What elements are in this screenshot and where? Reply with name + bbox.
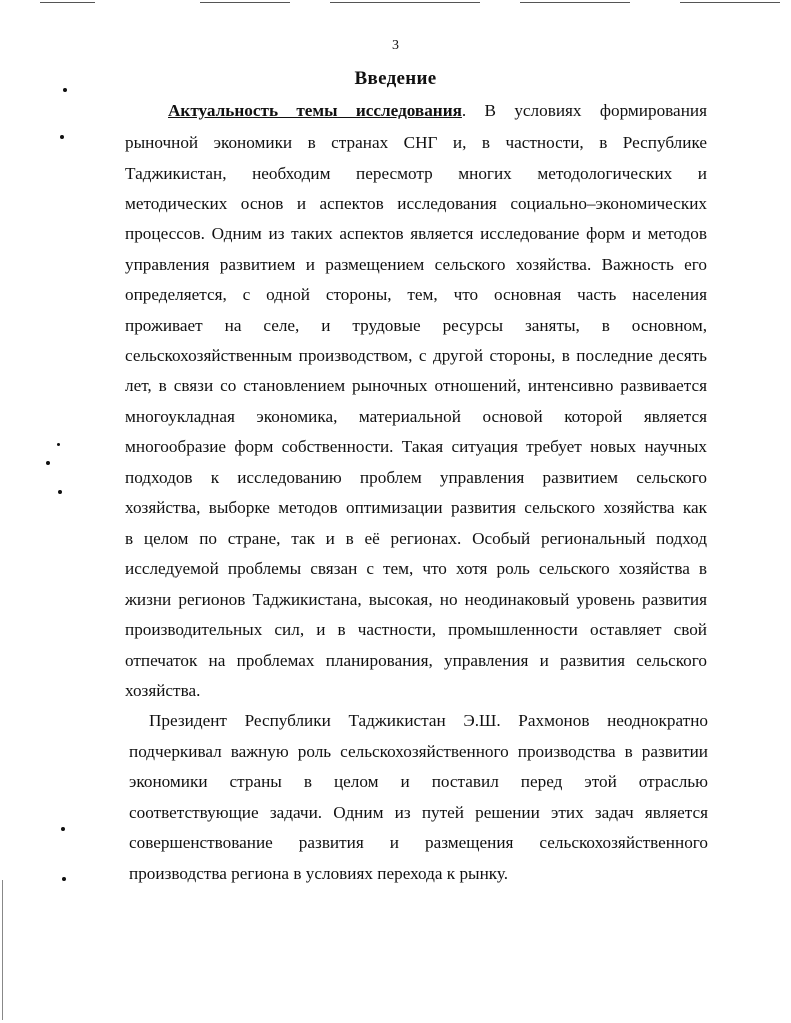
paragraph-line: определяется, с одной стороны, тем, что основная часть населения [125,285,707,304]
page-title: Введение [354,68,437,89]
margin-dot [57,443,60,446]
paragraph-line: подчеркивал важную роль сельскохозяйственного производства в развитии [129,742,708,761]
paragraph-line: производства региона в условиях перехода к рынку. [129,864,509,883]
paragraph-line: лет, в связи со становлением рыночных отношений, интенсивно развивается [125,376,707,395]
paragraph-line: многообразие форм собственности. Такая ситуация требует новых научных [125,437,707,456]
paragraph-line: совершенствование развития и размещения сельскохозяйственного [129,833,708,852]
paragraph-line: экономики страны в целом и поставил перед этой отраслью [129,772,708,791]
paragraph-line: производительных сил, и в частности, промышленности оставляет свой [125,620,707,639]
paragraph-line: соответствующие задачи. Одним из путей решении этих задач является [129,803,708,822]
paragraph-line: подходов к исследованию проблем управления развитием сельского [125,468,707,487]
paragraph-line: отпечаток на проблемах планирования, управления и развития сельского [125,651,707,670]
paragraph-line: управления развитием и размещением сельского хозяйства. Важность его [125,255,707,274]
scan-top-line [680,2,780,3]
margin-dot [60,135,64,139]
paragraph-line: проживает на селе, и трудовые ресурсы заняты, в основном, [125,316,707,335]
paragraph-line: Президент Республики Таджикистан Э.Ш. Рахмонов неоднократно [149,711,708,730]
paragraph-line: процессов. Одним из таких аспектов является исследование форм и методов [125,224,707,243]
scan-top-line [520,2,630,3]
paragraph-line: исследуемой проблемы связан с тем, что хотя роль сельского хозяйства в [125,559,707,578]
lead-continuation: . В условиях формирования [461,101,707,120]
paragraph-line: жизни регионов Таджикистана, высокая, но неодинаковый уровень развития [125,590,707,609]
margin-dot [62,877,66,881]
scan-top-line [200,2,290,3]
margin-dot [46,461,50,465]
paragraph-line: многоукладная экономика, материальной основой которой является [125,407,707,426]
scan-left-edge [2,880,3,1020]
section-lead: Актуальность темы исследования [168,101,462,120]
paragraph-line: рыночной экономики в странах СНГ и, в частности, в Республике [125,133,707,152]
paragraph-line: в целом по стране, так и в её регионах. Особый региональный подход [125,529,707,548]
paragraph-line: сельскохозяйственным производством, с другой стороны, в последние десять [125,346,707,365]
paragraph-line [125,96,707,126]
paragraph-line: Таджикистан, необходим пересмотр многих методологических и [125,164,707,183]
scan-top-line [40,2,95,3]
paragraph-line: хозяйства. [125,681,201,700]
paragraph-line: методических основ и аспектов исследования социально–экономических [125,194,707,213]
page-number: 3 [392,38,399,53]
margin-dot [58,490,62,494]
scan-top-line [330,2,480,3]
paragraph-line: хозяйства, выборке методов оптимизации развития сельского хозяйства как [125,498,707,517]
margin-dot [61,827,65,831]
